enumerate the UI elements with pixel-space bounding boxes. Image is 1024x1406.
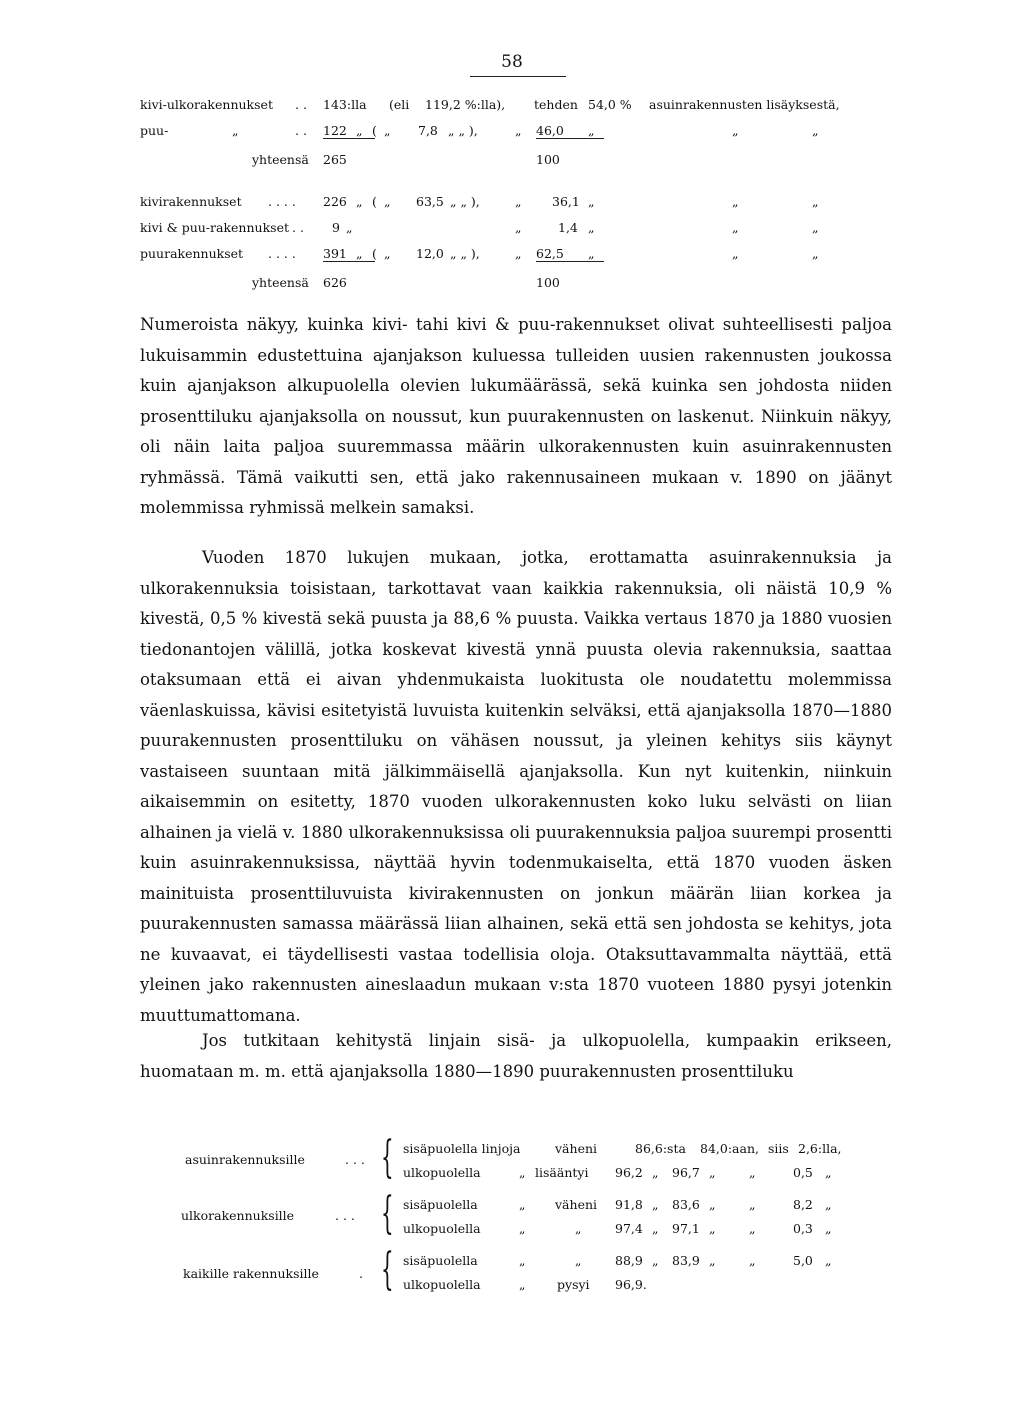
verb: väheni — [555, 1141, 598, 1156]
value-to: 83,6 — [672, 1197, 700, 1212]
group-label: ulkorakennuksille — [181, 1208, 295, 1223]
verb: väheni — [555, 1197, 598, 1212]
location: ulkopuolella — [403, 1221, 481, 1236]
ditto-mark: „ — [519, 1197, 526, 1212]
count: 391 — [323, 246, 375, 262]
leader-dots: . . — [295, 123, 307, 138]
page-number: 58 — [501, 52, 523, 72]
group-label: asuinrakennuksille — [185, 1152, 305, 1167]
ditto-mark: „ — [356, 123, 363, 138]
location: ulkopuolella — [403, 1277, 481, 1292]
total-label: yhteensä — [252, 152, 309, 167]
ditto-mark: „ — [519, 1253, 526, 1268]
percent-increase: 119,2 %:lla), — [425, 97, 506, 112]
ditto-mark: „ „ ), — [448, 123, 478, 138]
ditto-mark: „ — [732, 194, 739, 209]
ditto-mark: „ — [812, 194, 819, 209]
row-label: puurakennukset — [140, 246, 244, 261]
group-label: kaikille rakennuksille — [183, 1266, 319, 1281]
ditto-mark: „ — [812, 123, 819, 138]
ditto-mark: „ — [588, 194, 595, 209]
share: 62,5 — [536, 246, 604, 262]
paragraph: Numeroista näkyy, kuinka kivi- tahi kivi & puu-rakennukset olivat suhteellisesti paljoa lukuisammin edustettuina ajanjakson kuluessa tulleiden uusien rakennusten joukossa kuin ajanjakson alkupuolella olevien lukumäärässä, sekä kuinka sen johdosta niiden prosenttiluku ajanjaksolla on noussut, kun puurakennusten on laskenut. Niinkuin näkyy, oli näin laita paljoa suuremmassa määrin ulkorakennusten kuin asuinrakennusten ryhmässä. Tämä vaikutti sen, että jako rakennusaineen mukaan v. 1890 on jäänyt molemmissa ryhmissä melkein samaksi. — [140, 315, 892, 517]
table-group — [185, 1132, 885, 1192]
table-group — [183, 1244, 885, 1304]
ditto-mark: „ — [652, 1253, 659, 1268]
page-number-rule — [470, 76, 566, 77]
location: sisäpuolella linjoja — [403, 1141, 521, 1156]
ditto-mark: „ — [709, 1197, 716, 1212]
brace-icon: { — [381, 1244, 394, 1295]
ditto-mark: „ — [519, 1277, 526, 1292]
paren-open: ( — [372, 246, 377, 261]
leader-dots: . . . — [345, 1152, 365, 1167]
count: 143:lla — [323, 97, 367, 112]
brace-icon: { — [381, 1188, 394, 1239]
verb: pysyi — [557, 1277, 590, 1292]
row-tail: asuinrakennusten lisäyksestä, — [649, 97, 840, 112]
value-to: 84,0:aan, — [700, 1141, 759, 1156]
ditto-mark: „ — [384, 246, 391, 261]
share: 1,4 — [558, 220, 578, 235]
value-to: 83,9 — [672, 1253, 700, 1268]
ditto-mark: „ — [825, 1165, 832, 1180]
percent-increase: 12,0 — [416, 246, 444, 261]
ditto-mark: „ „ ), — [450, 246, 480, 261]
ditto-mark: „ — [384, 194, 391, 209]
verb: lisääntyi — [535, 1165, 589, 1180]
count: 265 — [323, 152, 347, 167]
ditto-mark: „ — [709, 1221, 716, 1236]
ditto-mark: „ — [515, 220, 522, 235]
ditto-mark: „ — [356, 246, 363, 261]
siis-ditto: „ — [749, 1165, 756, 1180]
ditto-mark: „ — [709, 1253, 716, 1268]
ditto-mark: „ — [519, 1221, 526, 1236]
ditto-mark: „ — [652, 1221, 659, 1236]
row-label: puu- — [140, 123, 169, 138]
value-change: 0,5 — [793, 1165, 813, 1180]
verb-ditto: „ — [575, 1253, 582, 1268]
leader-dots: . — [359, 1266, 363, 1281]
row-label: kivi & puu-rakennukset — [140, 220, 289, 235]
ditto-mark: „ — [652, 1165, 659, 1180]
ditto-mark: „ — [515, 123, 522, 138]
ditto-mark: „ — [588, 123, 595, 138]
ditto-mark: „ — [812, 246, 819, 261]
table-group — [181, 1188, 885, 1248]
row-label: kivirakennukset — [140, 194, 242, 209]
share: 46,0 — [536, 123, 604, 139]
value-to: 96,7 — [672, 1165, 700, 1180]
row-label: kivi-ulkorakennukset — [140, 97, 273, 112]
value-from: 86,6:sta — [635, 1141, 686, 1156]
value-change: 0,3 — [793, 1221, 813, 1236]
percent-increase: 63,5 — [416, 194, 444, 209]
value-from: 88,9 — [615, 1253, 643, 1268]
ditto-mark: „ — [732, 246, 739, 261]
leader-dots: . . . . — [268, 194, 296, 209]
paren-open: ( — [372, 194, 377, 209]
value-change: 2,6:lla, — [798, 1141, 842, 1156]
paren-open: ( — [372, 123, 377, 138]
tehden-word: tehden — [534, 97, 578, 112]
ditto-mark: „ — [732, 220, 739, 235]
ditto-mark: „ — [652, 1197, 659, 1212]
ditto-mark: „ — [515, 246, 522, 261]
ditto-mark: „ — [232, 123, 239, 138]
share: 100 — [536, 275, 560, 290]
value-change: 5,0 — [793, 1253, 813, 1268]
leader-dots: . . . . — [268, 246, 296, 261]
value-from: 97,4 — [615, 1221, 643, 1236]
siis-ditto: „ — [749, 1221, 756, 1236]
ditto-mark: „ — [825, 1221, 832, 1236]
count: 9 — [332, 220, 340, 235]
value-from: 96,2 — [615, 1165, 643, 1180]
value-to: 97,1 — [672, 1221, 700, 1236]
value-from: 91,8 — [615, 1197, 643, 1212]
ditto-mark: „ — [709, 1165, 716, 1180]
percent-increase: 7,8 — [418, 123, 438, 138]
leader-dots: . . — [295, 97, 307, 112]
ditto-mark: „ — [384, 123, 391, 138]
location: sisäpuolella — [403, 1253, 478, 1268]
ditto-mark: „ — [812, 220, 819, 235]
ditto-mark: „ — [588, 246, 595, 261]
count: 226 — [323, 194, 347, 209]
siis-ditto: „ — [749, 1197, 756, 1212]
paren-open: (eli — [389, 97, 410, 112]
ditto-mark: „ „ ), — [450, 194, 480, 209]
share: 54,0 % — [588, 97, 632, 112]
count: 626 — [323, 275, 347, 290]
verb-ditto: „ — [575, 1221, 582, 1236]
ditto-mark: „ — [515, 194, 522, 209]
value-change: 8,2 — [793, 1197, 813, 1212]
paragraph: Vuoden 1870 lukujen mukaan, jotka, erottamatta asuinrakennuksia ja ulkorakennuksia toisistaan, tarkottavat vaan kaikkia rakennuksia, oli näistä 10,9 % kivestä, 0,5 % kivestä sekä puusta ja 88,6 % puusta. Vaikka vertaus 1870 ja 1880 vuosien tiedonantojen välillä, jotka koskevat kivestä ynnä puusta olevia rakennuksia, saattaa otaksumaan että ei aivan yhdenmukaista luokitusta ole noudatettu molemmissa väenlaskuissa, kävisi esitetyistä luvuista kuitenkin selväksi, että ajanjaksolla 1870—1880 puurakennusten prosenttiluku on vähäsen noussut, ja yleinen kehitys siis käynyt vastaiseen suuntaan mitä jälkimmäisellä ajanjaksolla. Kun nyt kuitenkin, niinkuin aikaisemmin on esitetty, 1870 vuoden ulkorakennusten koko luku selvästi on liian alhainen ja vielä v. 1880 ulkorakennuksissa oli puurakennuksia paljoa suurempi prosentti kuin asuinrakennuksissa, näyttää hyvin todenmukaiselta, että 1870 vuoden äsken mainituista prosenttiluvuista kivirakennusten on jonkun määrän liian korkea ja puurakennusten samassa määrässä liian alhainen, sekä että sen johdosta se kehitys, jota ne kuvaavat, ei täydellisesti vastaa todellisia oloja. Otaksuttavammalta näyttää, että yleinen jako rakennusten aineslaadun mukaan v:sta 1870 vuoteen 1880 pysyi jotenkin muuttumattomana. — [140, 548, 892, 1025]
brace-icon: { — [381, 1132, 394, 1183]
leader-dots: . . — [292, 220, 304, 235]
ditto-mark: „ — [825, 1253, 832, 1268]
total-label: yhteensä — [252, 275, 309, 290]
ditto-mark: „ — [588, 220, 595, 235]
ditto-mark: „ — [346, 220, 353, 235]
ditto-mark: „ — [356, 194, 363, 209]
ditto-mark: „ — [519, 1165, 526, 1180]
leader-dots: . . . — [335, 1208, 355, 1223]
location: ulkopuolella — [403, 1165, 481, 1180]
paragraph: Jos tutkitaan kehitystä linjain sisä- ja ulkopuolella, kumpaakin erikseen, huomataan m. m. että ajanjaksolla 1880—1890 puurakennusten prosenttiluku — [140, 1031, 892, 1081]
ditto-mark: „ — [732, 123, 739, 138]
ditto-mark: „ — [825, 1197, 832, 1212]
share: 100 — [536, 152, 560, 167]
siis-ditto: „ — [749, 1253, 756, 1268]
share: 36,1 — [552, 194, 580, 209]
location: sisäpuolella — [403, 1197, 478, 1212]
count: 122 — [323, 123, 375, 139]
siis-word: siis — [768, 1141, 789, 1156]
value-from: 96,9. — [615, 1277, 647, 1292]
